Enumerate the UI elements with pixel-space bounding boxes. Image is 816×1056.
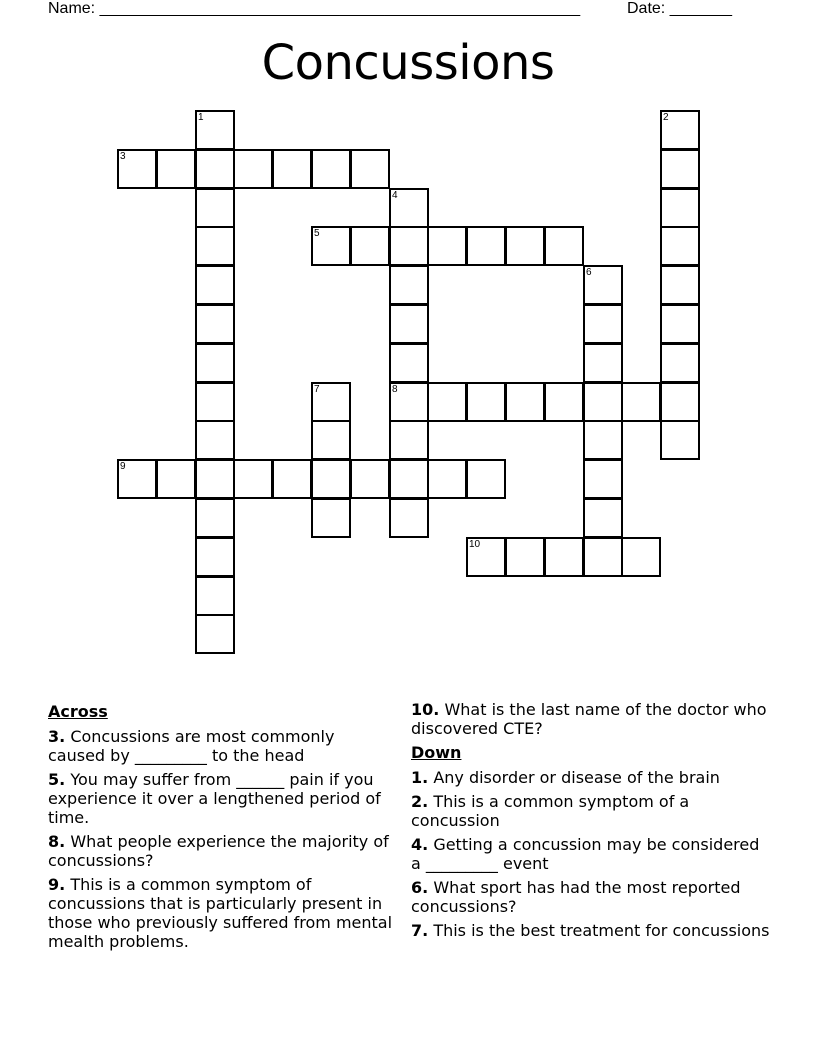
across-clue-8 [48, 832, 393, 870]
grid-cell[interactable] [660, 420, 700, 460]
grid-cell[interactable] [195, 614, 235, 654]
clue-text: What people experience the majority of concussions? [48, 832, 389, 870]
grid-cell[interactable] [389, 459, 429, 499]
grid-cell[interactable] [389, 498, 429, 538]
clue-text: Concussions are most commonly caused by _________ to the head [48, 727, 335, 765]
grid-clue-number: 7 [314, 384, 320, 395]
grid-cell[interactable] [505, 226, 545, 266]
grid-cell[interactable] [660, 110, 700, 150]
grid-cell[interactable] [389, 420, 429, 460]
grid-cell[interactable] [195, 304, 235, 344]
down-heading: Down [411, 743, 462, 762]
grid-cell[interactable] [156, 149, 196, 189]
grid-clue-number: 8 [392, 384, 398, 395]
clue-number: 8. [48, 832, 66, 851]
grid-cell[interactable] [389, 343, 429, 383]
grid-cell[interactable] [195, 110, 235, 150]
grid-cell[interactable] [466, 382, 506, 422]
clue-text: This is a common symptom of concussions that is particularly present in those who previously suffered from mental mealth problems. [48, 875, 393, 951]
clue-number: 1. [411, 768, 429, 787]
clue-number: 7. [411, 921, 429, 940]
grid-clue-number: 3 [120, 151, 126, 162]
grid-cell[interactable] [427, 226, 467, 266]
grid-cell[interactable] [544, 537, 584, 577]
across-clue-3 [48, 727, 393, 765]
grid-cell[interactable] [389, 188, 429, 228]
grid-cell[interactable] [505, 537, 545, 577]
clue-number: 4. [411, 835, 429, 854]
grid-cell[interactable] [621, 537, 661, 577]
down-clue-4 [411, 835, 771, 873]
grid-cell[interactable] [311, 498, 351, 538]
name-field-label: Name: ______________________________________________________ [48, 0, 581, 17]
grid-cell[interactable] [195, 265, 235, 305]
down-clue-2 [411, 792, 771, 830]
clue-number: 10. [411, 700, 440, 719]
grid-cell[interactable] [544, 226, 584, 266]
page-title: Concussions [261, 35, 555, 91]
grid-cell[interactable] [505, 382, 545, 422]
grid-cell[interactable] [195, 420, 235, 460]
grid-cell[interactable] [466, 226, 506, 266]
grid-cell[interactable] [660, 149, 700, 189]
across-clue-10 [411, 700, 771, 738]
grid-cell[interactable] [195, 149, 235, 189]
grid-cell[interactable] [583, 265, 623, 305]
clue-number: 3. [48, 727, 66, 746]
grid-cell[interactable] [272, 459, 312, 499]
grid-cell[interactable] [583, 382, 623, 422]
grid-cell[interactable] [621, 382, 661, 422]
clue-number: 9. [48, 875, 66, 894]
grid-cell[interactable] [389, 265, 429, 305]
grid-cell[interactable] [389, 382, 429, 422]
grid-clue-number: 9 [120, 461, 126, 472]
grid-cell[interactable] [195, 459, 235, 499]
grid-cell[interactable] [427, 382, 467, 422]
date-field-label: Date: _______ [627, 0, 732, 17]
grid-cell[interactable] [583, 420, 623, 460]
grid-cell[interactable] [350, 226, 390, 266]
grid-cell[interactable] [195, 537, 235, 577]
grid-clue-number: 2 [663, 112, 669, 123]
grid-cell[interactable] [660, 188, 700, 228]
down-clue-6 [411, 878, 771, 916]
grid-cell[interactable] [660, 265, 700, 305]
grid-cell[interactable] [427, 459, 467, 499]
grid-cell[interactable] [660, 343, 700, 383]
grid-cell[interactable] [195, 343, 235, 383]
grid-cell[interactable] [583, 304, 623, 344]
grid-cell[interactable] [583, 459, 623, 499]
grid-cell[interactable] [311, 149, 351, 189]
grid-cell[interactable] [195, 498, 235, 538]
clue-text: What is the last name of the doctor who discovered CTE? [411, 700, 767, 738]
clue-text: Any disorder or disease of the brain [433, 768, 720, 787]
clue-text: You may suffer from ______ pain if you experience it over a lengthened period of time. [48, 770, 381, 827]
grid-cell[interactable] [583, 498, 623, 538]
clue-text: This is the best treatment for concussions [433, 921, 770, 940]
grid-cell[interactable] [350, 459, 390, 499]
grid-cell[interactable] [156, 459, 196, 499]
down-clue-1 [411, 768, 771, 787]
grid-clue-number: 1 [198, 112, 204, 123]
across-clue-9 [48, 875, 393, 951]
grid-cell[interactable] [311, 382, 351, 422]
grid-cell[interactable] [195, 576, 235, 616]
grid-cell[interactable] [311, 459, 351, 499]
grid-cell[interactable] [311, 226, 351, 266]
grid-cell[interactable] [117, 459, 157, 499]
grid-cell[interactable] [195, 382, 235, 422]
grid-cell[interactable] [233, 459, 273, 499]
grid-cell[interactable] [466, 537, 506, 577]
down-clue-7 [411, 921, 771, 940]
grid-cell[interactable] [272, 149, 312, 189]
grid-cell[interactable] [233, 149, 273, 189]
across-heading: Across [48, 702, 108, 721]
clue-column-left [48, 700, 393, 956]
clue-column-right [411, 700, 771, 945]
clue-text: What sport has had the most reported concussions? [411, 878, 741, 916]
grid-clue-number: 4 [392, 190, 398, 201]
grid-cell[interactable] [350, 149, 390, 189]
grid-clue-number: 10 [469, 539, 481, 550]
grid-clue-number: 5 [314, 228, 320, 239]
grid-cell[interactable] [389, 304, 429, 344]
grid-cell[interactable] [466, 459, 506, 499]
grid-cell[interactable] [660, 226, 700, 266]
grid-cell[interactable] [583, 537, 623, 577]
grid-cell[interactable] [311, 420, 351, 460]
across-clue-5 [48, 770, 393, 827]
clue-number: 6. [411, 878, 429, 897]
grid-cell[interactable] [660, 382, 700, 422]
grid-cell[interactable] [117, 149, 157, 189]
grid-cell[interactable] [195, 226, 235, 266]
grid-cell[interactable] [195, 188, 235, 228]
clue-number: 2. [411, 792, 429, 811]
clue-text: Getting a concussion may be considered a _________ event [411, 835, 760, 873]
grid-cell[interactable] [544, 382, 584, 422]
clue-text: This is a common symptom of a concussion [411, 792, 690, 830]
grid-cell[interactable] [660, 304, 700, 344]
clue-number: 5. [48, 770, 66, 789]
grid-clue-number: 6 [586, 267, 592, 278]
grid-cell[interactable] [583, 343, 623, 383]
grid-cell[interactable] [389, 226, 429, 266]
